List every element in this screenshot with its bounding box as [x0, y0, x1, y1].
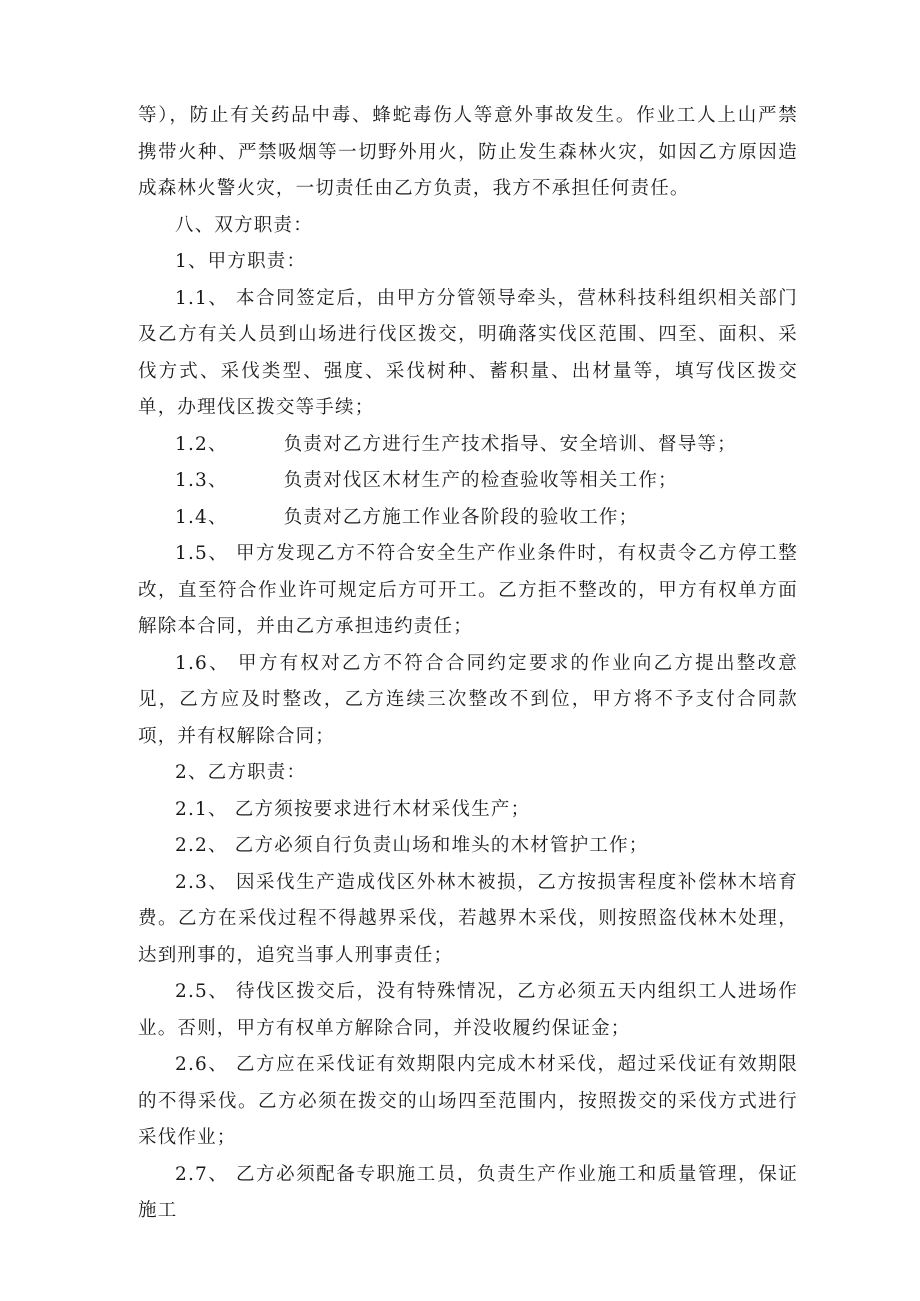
clause-1-3	[138, 463, 798, 500]
clause-1-6: 1.6、 甲方有权对乙方不符合合同约定要求的作业向乙方提出整改意见，乙方应及时整改，乙方连续三次整改不到位，甲方将不予支付合同款项，并有权解除合同；	[138, 652, 798, 747]
clause-2-3: 2.3、 因采伐生产造成伐区外林木被损，乙方按损害程度补偿林木培育费。乙方在采伐过程不得越界采伐，若越界木采伐，则按照盗伐林木处理，达到刑事的，追究当事人刑事责任；	[138, 871, 798, 966]
paragraph-fire-safety: 等），防止有关药品中毒、蜂蛇毒伤人等意外事故发生。作业工人上山严禁携带火种、严禁吸烟等一切野外用火，防止发生森林火灾，如因乙方原因造成森林火警火灾，一切责任由乙方负责，我方不承担任何责任。	[138, 105, 798, 199]
clause-number: 1.2、	[175, 433, 228, 455]
contract-text-body	[138, 98, 798, 1230]
clause-text: 负责对乙方施工作业各阶段的验收工作；	[283, 506, 639, 528]
section-heading-mutual-duties: 八、双方职责：	[175, 214, 313, 236]
clause-2-5: 2.5、 待伐区拨交后，没有特殊情况，乙方必须五天内组织工人进场作业。否则，甲方有权单方解除合同，并没收履约保证金；	[138, 981, 798, 1039]
clause-1-5: 1.5、 甲方发现乙方不符合安全生产作业条件时，有权责令乙方停工整改，直至符合作业许可规定后方可开工。乙方拒不整改的，甲方有权单方面解除本合同，并由乙方承担违约责任；	[138, 543, 798, 637]
subheading-party-b-duties: 2、乙方职责：	[175, 762, 307, 783]
clause-1-2	[138, 427, 798, 464]
clause-text: 负责对伐区木材生产的检查验收等相关工作；	[283, 470, 678, 491]
clause-1-4	[138, 500, 798, 537]
clause-number: 1.4、	[175, 506, 228, 528]
clause-2-6: 2.6、 乙方应在采伐证有效期限内完成木材采伐，超过采伐证有效期限的不得采伐。乙方必须在拨交的山场四至范围内，按照拨交的采伐方式进行采伐作业；	[138, 1054, 798, 1148]
subheading-party-a-duties: 1、甲方职责：	[175, 251, 307, 272]
clause-text: 负责对乙方进行生产技术指导、安全培训、督导等；	[283, 433, 737, 455]
clause-2-1: 2.1、 乙方须按要求进行木材采伐生产；	[175, 798, 531, 820]
clause-2-2: 2.2、 乙方必须自行负责山场和堆头的木材管护工作；	[175, 835, 649, 856]
clause-number: 1.3、	[175, 470, 228, 491]
clause-2-7: 2.7、 乙方必须配备专职施工员，负责生产作业施工和质量管理，保证施工	[138, 1163, 798, 1221]
clause-1-1: 1.1、 本合同签定后，由甲方分管领导牵头，营林科技科组织相关部门及乙方有关人员到山场进行伐区拨交，明确落实伐区范围、四至、面积、采伐方式、采伐类型、强度、采伐树种、蓄积量、出材量等，填写伐区拨交单，办理伐区拨交等手续；	[138, 287, 798, 418]
